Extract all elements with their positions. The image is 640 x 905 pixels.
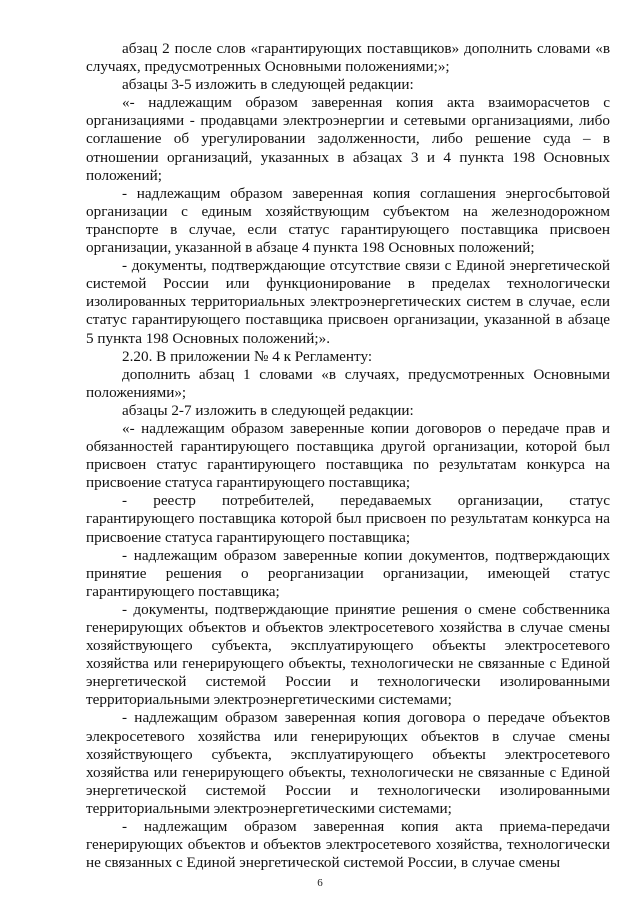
paragraph-abzac-2: абзац 2 после слов «гарантирующих поставщиков» дополнить словами «в случаях, предусмотренных Основными положениями;»; [86,40,610,76]
paragraph-kopii-dogovorov: «- надлежащим образом заверенные копии договоров о передаче прав и обязанностей гарантирующего поставщика другой организации, которой был присвоен статус гарантирующего поставщика по результатам конкурса на присвоение статуса гарантирующего поставщика; [86,419,610,492]
document-body [86,40,610,872]
paragraph-kopiya-dogovora: - надлежащим образом заверенная копия договора о передаче объектов элекросетевого хозяйства или генерирующих объектов в случае смены хозяйствующего субъекта, эксплуатирующего объекты электросетевого хозяйства или генерирующего объекты, технологически не связанные с Единой энергетической системой России и технологически изолированными территориальными электроэнергетическими системами; [86,709,610,817]
paragraph-abzacy-3-5: абзацы 3-5 изложить в следующей редакции: [122,76,414,94]
paragraph-dopolnit-abzac-1: дополнить абзац 1 словами «в случаях, предусмотренных Основными положениями»; [86,365,610,401]
paragraph-otsutstvie-svyazi: - документы, подтверждающие отсутствие связи с Единой энергетической системой России или функционирование в пределах технологически изолированных территориальных электроэнергетических систем в случае, если статус гарантирующего поставщика присвоен организации, указанной в абзаце 5 пункта 198 Основных положений;». [86,257,610,347]
page-number: 6 [317,877,323,889]
paragraph-abzacy-2-7: абзацы 2-7 изложить в следующей редакции: [122,401,414,419]
paragraph-section-2-20: 2.20. В приложении № 4 к Регламенту: [122,347,373,365]
paragraph-soglashenie-energosbyt: - надлежащим образом заверенная копия соглашения энергосбытовой организации с единым хозяйствующим субъектом на железнодорожном транспорте в случае, если статус гарантирующего поставщика присвоен организации, указанной в абзаце 4 пункта 198 Основных положений; [86,184,610,257]
paragraph-reestr-potrebiteley: - реестр потребителей, передаваемых организации, статус гарантирующего поставщика которой был присвоен по результатам конкурса на присвоение статуса гарантирующего поставщика; [86,492,610,546]
paragraph-akt-vzaimoraschetov: «- надлежащим образом заверенная копия акта взаиморасчетов с организациями - продавцами электроэнергии и сетевыми организациями, либо соглашение об урегулировании задолженности, либо решение суда – в отношении организаций, указанных в абзацах 3 и 4 пункта 198 Основных положений; [86,94,610,184]
paragraph-smena-sobstvennika: - документы, подтверждающие принятие решения о смене собственника генерирующих объектов и объектов электросетевого хозяйства в случае смены хозяйствующего субъекта, эксплуатирующего объекты электросетевого хозяйства или генерирующего объекты, технологически не связанные с Единой энергетической системой России и технологически изолированными территориальными электроэнергетическими системами; [86,600,610,709]
paragraph-reorganizaciya: - надлежащим образом заверенные копии документов, подтверждающих принятие решения о реорганизации организации, имеющей статус гарантирующего поставщика; [86,546,610,600]
paragraph-akt-priema-peredachi: - надлежащим образом заверенная копия акта приема-передачи генерирующих объектов и объектов электросетевого хозяйства, технологически не связанных с Единой энергетической системой России, в случае смены [86,818,610,872]
